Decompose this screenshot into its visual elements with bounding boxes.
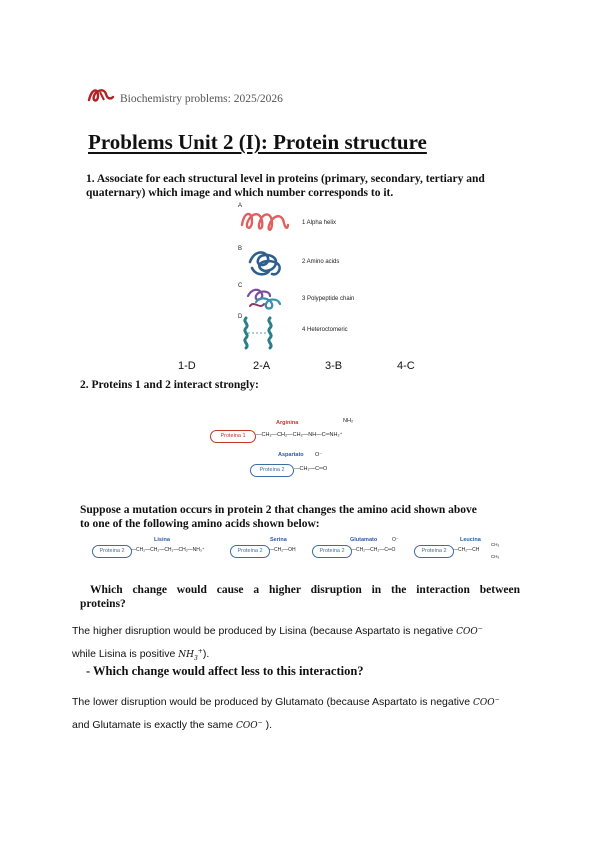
higher-question-line1: Which change would cause a higher disruption in the interaction between [90,584,520,596]
answer-2: 2-A [253,360,271,372]
university-logo [86,84,116,106]
figure-label-4: 4 Heteroctomeric [302,327,348,333]
leucina-protein-pill: Proteina 2 [414,545,454,558]
leucina-ch3-bottom: CH₃ [491,554,500,559]
higher-answer-end: ). [202,648,210,660]
o-minus-label: O⁻ [315,452,323,458]
serina-chain: —CH₂—OH [269,547,296,553]
lower-answer [72,690,542,736]
alpha-helix-icon [240,207,290,237]
amino-acids-icon [246,248,286,278]
figure-label-3: 3 Polypeptide chain [302,296,355,302]
lower-answer-end: ). [265,719,273,731]
header-text: Biochemistry problems: 2025/2026 [120,93,283,105]
lower-coo-formula: COO− [473,696,500,708]
answer-1: 1-D [178,360,196,372]
lower-coo2-text: COO [236,721,258,731]
higher-answer [72,619,542,669]
nh3-formula: $NH_3^+$ [178,648,203,662]
lower-answer-line2 [72,713,542,736]
q1-line1: 1. Associate for each structural level in proteins (primary, secondary, tertiary and [86,173,485,185]
chain2: —CH₂—C═O [294,466,328,472]
serina-protein-pill: Proteina 2 [230,545,270,558]
figure-letter-c: C [238,283,243,289]
mutation-line2: to one of the following amino acids shown below: [80,518,320,530]
glutamato-label: Glutamato [350,537,378,543]
higher-answer-text2: while Lisina is positive [72,648,176,660]
answer-4: 4-C [397,360,415,372]
figure-letter-d: D [238,314,243,320]
arginina-label: Arginina [276,420,299,426]
heteroctomeric-icon [240,316,280,350]
figure-letter-a: A [238,203,243,209]
mutation-line1: Suppose a mutation occurs in protein 2 that changes the amino acid shown above [80,504,477,516]
higher-answer-line1 [72,619,542,642]
figure-letter-b: B [238,246,243,252]
lisina-protein-pill: Proteina 2 [92,545,132,558]
higher-question-line2: proteins? [80,598,126,610]
protein1-pill: Proteina 1 [210,430,256,443]
lower-answer-line1 [72,690,542,713]
polypeptide-chain-icon [244,284,284,314]
leucina-label: Leucina [460,537,481,543]
page-title: Problems Unit 2 (I): Protein structure [88,130,427,154]
figure-label-2: 2 Amino acids [302,259,340,265]
protein2-pill: Proteina 2 [250,464,294,477]
serina-label: Serina [270,537,287,543]
mutation-text [80,503,550,531]
lower-coo2-formula: COO− [236,719,263,731]
leucina-chain: —CH₂—CH [453,547,480,553]
lisina-chain: —CH₂—CH₂—CH₂—CH₂—NH₃⁺ [131,547,205,553]
lower-coo-text: COO [473,698,495,708]
answer-3: 3-B [325,360,343,372]
aspartato-label: Aspartato [278,452,304,458]
nh-text: NH [178,650,194,660]
figure-label-1: 1 Alpha helix [302,220,337,226]
higher-question [80,583,520,611]
lower-answer-text2: and Glutamate is exactly the same [72,719,234,731]
lisina-label: Lisina [154,537,170,543]
leucina-ch3-top: CH₃ [491,542,500,547]
nh2-label: NH₂ [343,418,354,424]
q1-text [86,172,526,200]
higher-answer-text1: The higher disruption would be produced by Lisina (because Aspartato is negative [72,625,454,637]
q1-line2: quaternary) which image and which number corresponds to it. [86,187,394,199]
glutamato-o-minus: O⁻ [392,537,399,543]
lower-question: - Which change would affect less to this interaction? [86,664,364,678]
glutamato-chain: —CH₂—CH₂—C═O [351,547,396,553]
coo-formula: COO− [456,625,483,637]
coo-text: COO [456,627,478,637]
lower-answer-text1: The lower disruption would be produced by Glutamato (because Aspartato is negative [72,696,471,708]
glutamato-protein-pill: Proteina 2 [312,545,352,558]
q2-text: 2. Proteins 1 and 2 interact strongly: [80,379,259,391]
chain1: —CH₂—CH₂—CH₂—NH—C═NH₂⁺ [256,432,343,438]
